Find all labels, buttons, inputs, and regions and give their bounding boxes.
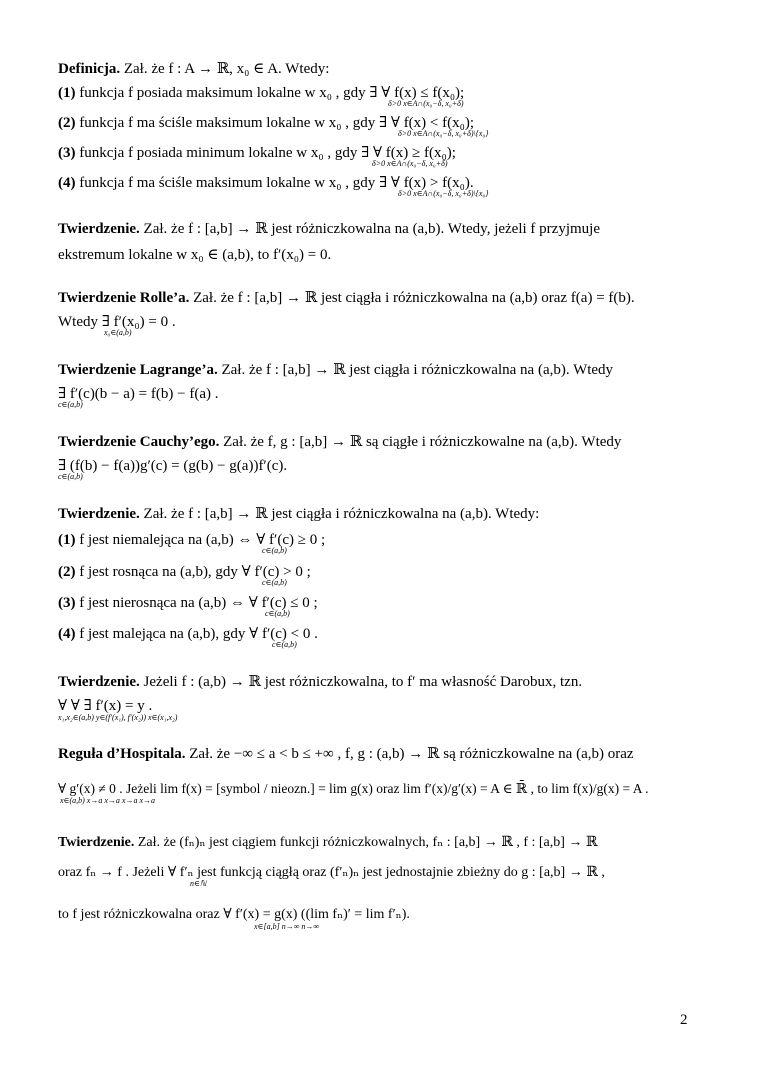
def-item-4-sub: δ>0 x∈A∩(x₀−δ, x₀+δ)\{x₀} — [398, 189, 489, 198]
mono-item-3-text: f jest nierosnąca na (a,b) ⇔ ∀ f′(c) ≤ 0 ; — [79, 595, 318, 611]
rolle-sub: x₀∈(a,b) — [104, 328, 132, 337]
def-item-4-num: (4) — [58, 175, 76, 191]
def-block — [58, 60, 329, 78]
def-title: Definicja. — [58, 61, 121, 77]
def-item-2-sub: δ>0 x∈A∩(x₀−δ, x₀+δ)\{x₀} — [398, 129, 489, 138]
hospital-text-1: Zał. że −∞ ≤ a < b ≤ +∞ , f, g : (a,b) → ℝ są różniczkowalne na (a,b) oraz — [189, 746, 634, 762]
def-item-3-num: (3) — [58, 145, 76, 161]
cauchy-line-1 — [58, 433, 621, 451]
cauchy-line-2: ∃ (f(b) − f(a))g′(c) = (g(b) − g(a))f′(c). — [58, 458, 288, 474]
darboux-text-1: Jeżeli f : (a,b) → ℝ jest różniczkowalna, to f′ ma własność Darobux, tzn. — [143, 674, 583, 690]
mono-line-1 — [58, 505, 539, 523]
rolle-line-2: Wtedy ∃ f′(x₀) = 0 . — [58, 314, 176, 330]
mono-item-2-sub: c∈(a,b) — [262, 578, 287, 587]
mono-item-4-num: (4) — [58, 626, 76, 642]
rolle-text-1: Zał. że f : [a,b] → ℝ jest ciągła i różniczkowalna na (a,b) oraz f(a) = f(b). — [193, 290, 635, 306]
darboux-title: Twierdzenie. — [58, 674, 140, 690]
def-item-2-text: funkcja f ma ściśle maksimum lokalne w x₀ , gdy ∃ ∀ f(x) < f(x₀); — [79, 115, 475, 131]
def-item-4-text: funkcja f ma ściśle maksimum lokalne w x₀ , gdy ∃ ∀ f(x) > f(x₀). — [79, 175, 474, 191]
uniform-line-1 — [58, 834, 598, 852]
uniform-text-1: Zał. że (fₙ)ₙ jest ciągiem funkcji różniczkowalnych, fₙ : [a,b] → ℝ , f : [a,b] → ℝ — [137, 835, 598, 850]
rolle-title: Twierdzenie Rolle’a. — [58, 290, 190, 306]
uniform-line-2: oraz fₙ → f . Jeżeli ∀ f′ₙ jest funkcją ciągłą oraz (f′ₙ)ₙ jest jednostajnie zbieżny do g : [a,b] → ℝ , — [58, 865, 605, 880]
cauchy-text-1: Zał. że f, g : [a,b] → ℝ są ciągłe i różniczkowalne na (a,b). Wtedy — [223, 434, 622, 450]
uniform-line-3: to f jest różniczkowalna oraz ∀ f′(x) = g(x) ((lim fₙ)′ = lim f′ₙ). — [58, 907, 410, 922]
mono-item-3-num: (3) — [58, 595, 76, 611]
uniform-line2-sub: n∈ℕ — [190, 879, 207, 888]
darboux-sub: x₁,x₂∈(a,b) y∈(f′(x₁), f′(x₂)) x∈(x₁,x₂) — [58, 713, 178, 722]
mono-item-1-sub: c∈(a,b) — [262, 546, 287, 555]
def-intro: Zał. że f : A → ℝ, x₀ ∈ A. Wtedy: — [123, 61, 330, 77]
lagrange-sub: c∈(a,b) — [58, 400, 83, 409]
def-item-3-text: funkcja f posiada minimum lokalne w x₀ , gdy ∃ ∀ f(x) ≥ f(x₀); — [79, 145, 456, 161]
uniform-title: Twierdzenie. — [58, 835, 135, 850]
darboux-line-2: ∀ ∀ ∃ f′(x) = y . — [58, 698, 153, 714]
def-item-2-num: (2) — [58, 115, 76, 131]
cauchy-title: Twierdzenie Cauchy’ego. — [58, 434, 220, 450]
mono-item-1-text: f jest niemalejąca na (a,b) ⇔ ∀ f′(c) ≥ 0 ; — [79, 532, 326, 548]
darboux-line-1 — [58, 673, 582, 691]
lagrange-line-1 — [58, 361, 613, 379]
fermat-line-1 — [58, 220, 600, 238]
mono-title: Twierdzenie. — [58, 506, 140, 522]
cauchy-sub: c∈(a,b) — [58, 472, 83, 481]
rolle-line-1 — [58, 289, 635, 307]
page-number: 2 — [680, 1012, 688, 1028]
fermat-line-2: ekstremum lokalne w x₀ ∈ (a,b), to f′(x₀) = 0. — [58, 247, 332, 263]
mono-item-4-sub: c∈(a,b) — [272, 640, 297, 649]
mono-item-4-text: f jest malejąca na (a,b), gdy ∀ f′(c) < 0 . — [79, 626, 318, 642]
hospital-line-2: ∀ g′(x) ≠ 0 . Jeżeli lim f(x) = [symbol / nieozn.] = lim g(x) oraz lim f′(x)/g′(x) = A ∈ ℝ̄ , to lim f(x)/g(x) = A . — [58, 781, 649, 796]
lagrange-text-1: Zał. że f : [a,b] → ℝ jest ciągła i różniczkowalna na (a,b). Wtedy — [221, 362, 614, 378]
fermat-title: Twierdzenie. — [58, 221, 140, 237]
fermat-text-1: Zał. że f : [a,b] → ℝ jest różniczkowalna na (a,b). Wtedy, jeżeli f przyjmuje — [143, 221, 600, 237]
hospital-line-1 — [58, 745, 634, 763]
def-item-1-num: (1) — [58, 85, 76, 101]
def-item-3-sub: δ>0 x∈A∩(x₀−δ, x₀+δ) — [372, 159, 448, 168]
lagrange-title: Twierdzenie Lagrange’a. — [58, 362, 218, 378]
def-item-1-text: funkcja f posiada maksimum lokalne w x₀ , gdy ∃ ∀ f(x) ≤ f(x₀); — [79, 85, 465, 101]
hospital-sub: x∈(a,b) x→a x→a x→a x→a — [60, 796, 156, 805]
def-item-1-sub: δ>0 x∈A∩(x₀−δ, x₀+δ) — [388, 99, 464, 108]
hospital-title: Reguła d’Hospitala. — [58, 746, 186, 762]
mono-item-2-text: f jest rosnąca na (a,b), gdy ∀ f′(c) > 0 ; — [79, 564, 311, 580]
mono-intro: Zał. że f : [a,b] → ℝ jest ciągła i różniczkowalna na (a,b). Wtedy: — [143, 506, 540, 522]
mono-item-3-sub: c∈(a,b) — [265, 609, 290, 618]
uniform-line3-sub: x∈[a,b] n→∞ n→∞ — [254, 922, 320, 931]
lagrange-line-2: ∃ f′(c)(b − a) = f(b) − f(a) . — [58, 386, 219, 402]
mono-item-2-num: (2) — [58, 564, 76, 580]
mono-item-1-num: (1) — [58, 532, 76, 548]
